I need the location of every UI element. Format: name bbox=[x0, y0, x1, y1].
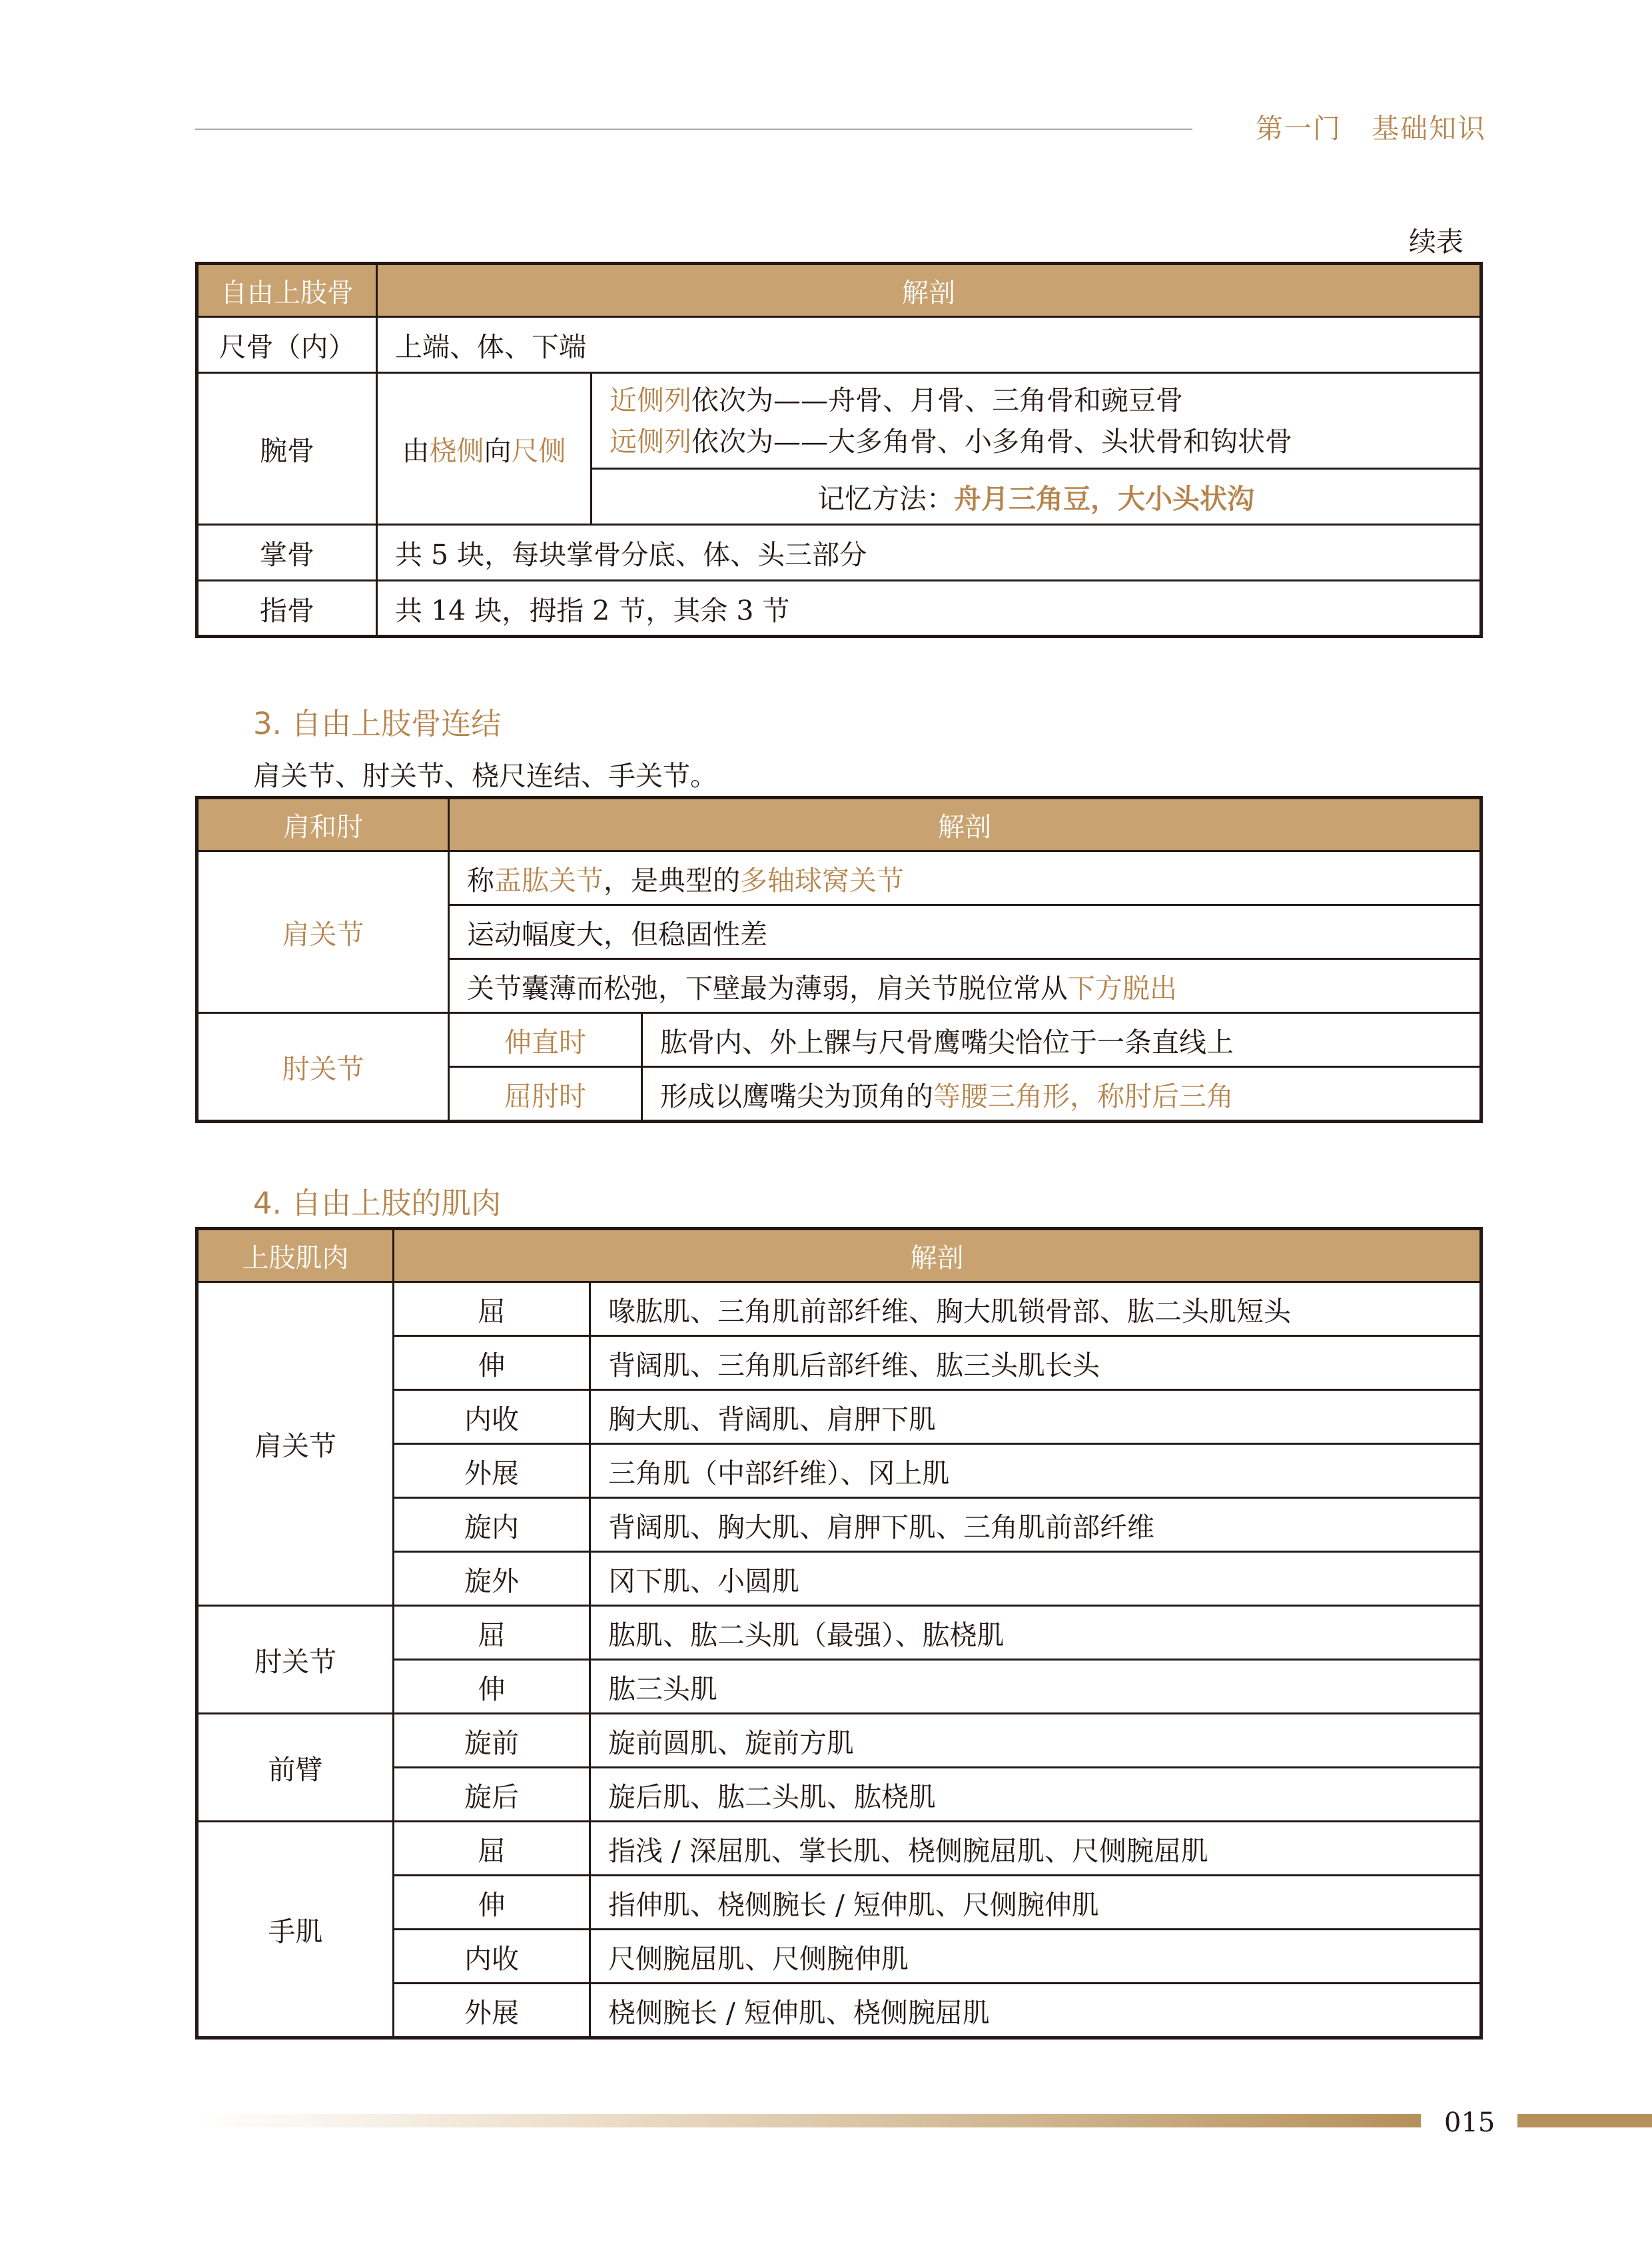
shoulder-row-3 bbox=[449, 959, 1481, 1013]
muscle-list: 喙肱肌、三角肌前部纤维、胸大肌锁骨部、肱二头肌短头 bbox=[590, 1282, 1481, 1336]
page-number: 015 bbox=[1444, 2107, 1495, 2138]
table-row bbox=[197, 373, 1481, 469]
joints-header-col1: 肩和肘 bbox=[197, 798, 449, 851]
muscle-list: 桡侧腕长 / 短伸肌、桡侧腕屈肌 bbox=[590, 1984, 1481, 2038]
distal-term: 远侧列 bbox=[610, 425, 691, 458]
joints-table bbox=[195, 796, 1483, 1123]
muscle-list: 肱肌、肱二头肌（最强）、肱桡肌 bbox=[590, 1606, 1481, 1660]
muscles-table-header bbox=[197, 1229, 1481, 1282]
elbow-extension-text: 肱骨内、外上髁与尺骨鹰嘴尖恰位于一条直线上 bbox=[642, 1013, 1481, 1067]
continued-label: 续表 bbox=[1409, 226, 1463, 258]
muscle-list: 肱三头肌 bbox=[590, 1660, 1481, 1714]
shoulder-row-2: 运动幅度大，但稳固性差 bbox=[449, 905, 1481, 959]
elbow-joint-name: 肘关节 bbox=[197, 1013, 449, 1122]
muscle-action: 外展 bbox=[394, 1444, 590, 1498]
shoulder-r3-b: 下方脱出 bbox=[1068, 972, 1177, 1004]
running-header bbox=[1256, 107, 1486, 146]
muscle-action: 旋内 bbox=[394, 1498, 590, 1552]
bones-table-header bbox=[197, 264, 1481, 317]
table-row bbox=[197, 1013, 1481, 1067]
table-row bbox=[197, 1282, 1481, 1336]
header-rule bbox=[195, 129, 1192, 130]
muscle-list: 指伸肌、桡侧腕长 / 短伸肌、尺侧腕伸肌 bbox=[590, 1876, 1481, 1930]
header-title: 基础知识 bbox=[1372, 113, 1487, 145]
section-3-title: 3. 自由上肢骨连结 bbox=[253, 706, 502, 741]
shoulder-r1-a: 称 bbox=[467, 864, 494, 897]
metacarpal-name: 掌骨 bbox=[197, 525, 377, 581]
muscle-group-name: 肘关节 bbox=[197, 1606, 394, 1714]
muscle-action: 外展 bbox=[394, 1984, 590, 2038]
shoulder-joint-name: 肩关节 bbox=[197, 851, 449, 1013]
muscle-group-name: 肩关节 bbox=[197, 1282, 394, 1606]
muscle-group-name: 前臂 bbox=[197, 1714, 394, 1822]
carpal-dir-prefix: 由 bbox=[402, 435, 430, 467]
shoulder-row-1 bbox=[449, 851, 1481, 905]
shoulder-r3-a: 关节囊薄而松弛，下壁最为薄弱，肩关节脱位常从 bbox=[467, 972, 1068, 1004]
bones-table bbox=[195, 262, 1483, 638]
memory-label: 记忆方法： bbox=[817, 483, 954, 515]
carpal-rows bbox=[592, 373, 1481, 469]
muscle-group-name: 手肌 bbox=[197, 1822, 394, 2038]
flexion-text-a: 形成以鹰嘴尖为顶角的 bbox=[660, 1080, 933, 1112]
muscle-list: 三角肌（中部纤维）、冈上肌 bbox=[590, 1444, 1481, 1498]
muscles-header-col2: 解剖 bbox=[394, 1229, 1481, 1282]
table-row bbox=[197, 317, 1481, 373]
memory-text: 舟月三角豆，大小头状沟 bbox=[954, 483, 1254, 515]
table-row bbox=[197, 851, 1481, 905]
table-row bbox=[197, 581, 1481, 637]
muscle-action: 旋外 bbox=[394, 1552, 590, 1606]
carpal-dir-mid: 向 bbox=[484, 435, 512, 467]
muscle-action: 伸 bbox=[394, 1876, 590, 1930]
table-row bbox=[197, 1822, 1481, 1876]
phalanx-desc: 共 14 块，拇指 2 节，其余 3 节 bbox=[377, 581, 1481, 637]
table-row bbox=[197, 525, 1481, 581]
muscle-list: 背阔肌、胸大肌、肩胛下肌、三角肌前部纤维 bbox=[590, 1498, 1481, 1552]
muscle-list: 背阔肌、三角肌后部纤维、肱三头肌长头 bbox=[590, 1336, 1481, 1390]
carpal-direction bbox=[377, 373, 592, 525]
muscle-action: 屈 bbox=[394, 1282, 590, 1336]
phalanx-name: 指骨 bbox=[197, 581, 377, 637]
footer-bar bbox=[1517, 2114, 1652, 2127]
muscle-list: 指浅 / 深屈肌、掌长肌、桡侧腕屈肌、尺侧腕屈肌 bbox=[590, 1822, 1481, 1876]
carpal-memory bbox=[592, 469, 1481, 525]
carpal-distal-row bbox=[610, 421, 1462, 462]
muscle-list: 旋后肌、肱二头肌、肱桡肌 bbox=[590, 1768, 1481, 1822]
joints-table-header bbox=[197, 798, 1481, 851]
bones-header-col2: 解剖 bbox=[377, 264, 1481, 317]
muscle-action: 内收 bbox=[394, 1930, 590, 1984]
footer-gradient-bar bbox=[195, 2114, 1421, 2127]
header-chapter: 第一门 bbox=[1256, 113, 1342, 145]
flexion-text-b: 等腰三角形，称肘后三角 bbox=[933, 1080, 1234, 1112]
muscle-action: 伸 bbox=[394, 1660, 590, 1714]
metacarpal-desc: 共 5 块，每块掌骨分底、体、头三部分 bbox=[377, 525, 1481, 581]
muscle-action: 旋后 bbox=[394, 1768, 590, 1822]
carpal-name: 腕骨 bbox=[197, 373, 377, 525]
shoulder-r1-b: 盂肱关节 bbox=[494, 864, 604, 897]
muscle-list: 胸大肌、背阔肌、肩胛下肌 bbox=[590, 1390, 1481, 1444]
joints-header-col2: 解剖 bbox=[449, 798, 1481, 851]
carpal-proximal-row bbox=[610, 380, 1462, 421]
proximal-term: 近侧列 bbox=[610, 384, 691, 416]
muscle-list: 尺侧腕屈肌、尺侧腕伸肌 bbox=[590, 1930, 1481, 1984]
muscle-list: 冈下肌、小圆肌 bbox=[590, 1552, 1481, 1606]
muscle-action: 旋前 bbox=[394, 1714, 590, 1768]
muscles-table bbox=[195, 1227, 1483, 2040]
table-row bbox=[197, 1714, 1481, 1768]
muscle-action: 伸 bbox=[394, 1336, 590, 1390]
elbow-flexion-text bbox=[642, 1067, 1481, 1122]
muscle-list: 旋前圆肌、旋前方肌 bbox=[590, 1714, 1481, 1768]
muscles-header-col1: 上肢肌肉 bbox=[197, 1229, 394, 1282]
elbow-extension-label: 伸直时 bbox=[449, 1013, 642, 1067]
section-3-intro: 肩关节、肘关节、桡尺连结、手关节。 bbox=[253, 760, 717, 792]
muscle-action: 屈 bbox=[394, 1606, 590, 1660]
carpal-dir-to: 尺侧 bbox=[511, 435, 566, 467]
carpal-dir-from: 桡侧 bbox=[429, 435, 484, 467]
section-4-title: 4. 自由上肢的肌肉 bbox=[253, 1186, 502, 1221]
elbow-flexion-label: 屈肘时 bbox=[449, 1067, 642, 1122]
proximal-text: 依次为——舟骨、月骨、三角骨和豌豆骨 bbox=[691, 384, 1183, 416]
muscles-table-body bbox=[197, 1282, 1481, 2038]
bones-header-col1: 自由上肢骨 bbox=[197, 264, 377, 317]
ulna-name: 尺骨（内） bbox=[197, 317, 377, 373]
shoulder-r1-c: ，是典型的 bbox=[604, 864, 740, 897]
muscle-action: 内收 bbox=[394, 1390, 590, 1444]
ulna-desc: 上端、体、下端 bbox=[377, 317, 1481, 373]
table-row bbox=[197, 1606, 1481, 1660]
muscle-action: 屈 bbox=[394, 1822, 590, 1876]
shoulder-r1-d: 多轴球窝关节 bbox=[740, 864, 904, 897]
distal-text: 依次为——大多角骨、小多角骨、头状骨和钩状骨 bbox=[691, 425, 1292, 458]
